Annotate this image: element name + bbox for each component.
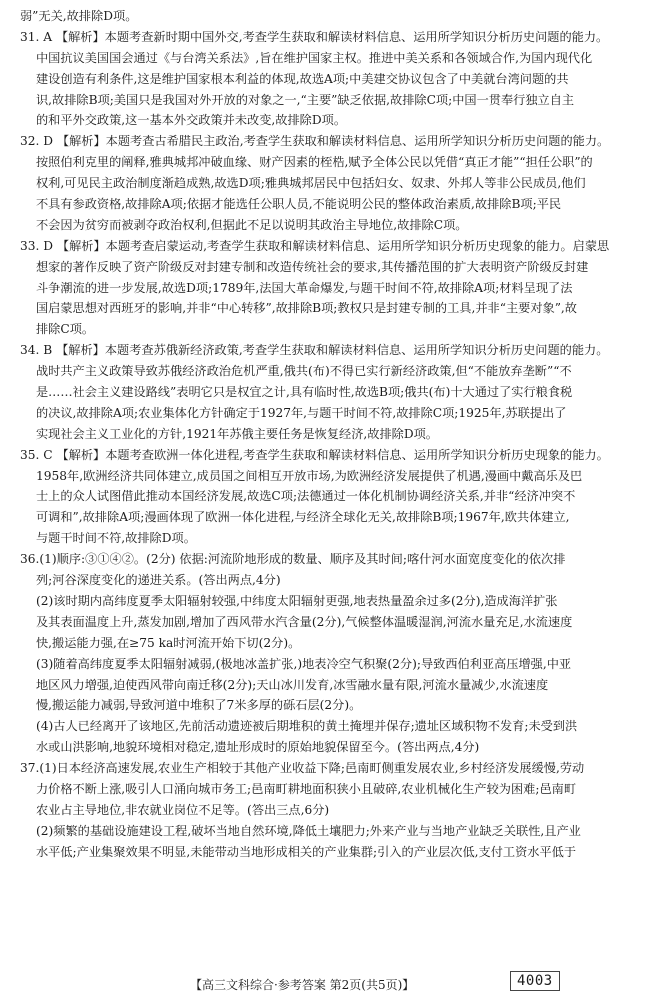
text-line: 是……社会主义建设路线”表明它只是权宜之计,具有临时性,故选B项;俄共(布)十大通过了实行粮食税 xyxy=(36,385,573,400)
text-line: 地区风力增强,迫使西风带向南迁移(2分);天山冰川发育,冰雪融水量有限,河流水量减少,水流速度 xyxy=(36,677,549,692)
text-line: 弱”无关,故排除D项。 xyxy=(20,9,138,23)
text-line: (4)古人已经离开了该地区,先前活动遗迹被后期堆积的黄土掩埋并保存;遗址区域积物不发育;未受到洪 xyxy=(36,719,578,734)
text-line: 水平低;产业集聚效果不明显,未能带动当地形成相关的产业集群;引入的产业层次低,支付工资水平低于 xyxy=(36,844,577,859)
text-line: 中国抗议美国国会通过《与台湾关系法》,旨在维护国家主权。推进中美关系和各领域合作,为国内现代化 xyxy=(36,50,593,65)
text-line: 识,故排除B项;美国只是我国对外开放的对象之一,“主要”缺乏依据,故排除C项;中国一贯奉行独立自主 xyxy=(36,92,575,107)
text-line: 力价格不断上涨,吸引人口涌向城市务工;邑南町耕地面积狭小且破碎,农业机械化生产较为困难;邑南町 xyxy=(36,781,577,796)
text-line: 战时共产主义政策导致苏俄经济政治危机严重,俄共(布)不得已实行新经济政策,但“不能放弃垄断”“不 xyxy=(36,364,572,379)
text-line: (2)该时期内高纬度夏季太阳辐射较强,中纬度太阳辐射更强,地表热量盈余过多(2分),造成海洋扩张 xyxy=(36,593,558,608)
text-line: 国启蒙思想对西班牙的影响,并非“中心转移”,故排除B项;教权只是封建专制的工具,并非“主要对象”,故 xyxy=(36,301,577,316)
text-line: 权利,可见民主政治制度渐趋成熟,故选D项;雅典城邦居民中包括妇女、奴隶、外邦人等非公民成员,他们 xyxy=(36,176,586,191)
text-line: 可调和”,故排除A项;漫画体现了欧洲一体化进程,与经济全球化无关,故排除B项;1967年,欧共体建立, xyxy=(36,510,570,525)
text-line: 37.(1)日本经济高速发展,农业生产相较于其他产业收益下降;邑南町侧重发展农业,乡村经济发展缓慢,劳动 xyxy=(20,761,585,776)
answer-page xyxy=(20,6,640,863)
text-line: 33. D 【解析】本题考查启蒙运动,考查学生获取和解读材料信息、运用所学知识分析历史现象的能力。启蒙思 xyxy=(20,238,610,253)
text-line: 排除C项。 xyxy=(36,322,95,337)
text-line: 按照伯利克里的阐释,雅典城邦冲破血缘、财产因素的桎梏,赋予全体公民以凭借“真正才能”“担任公职”的 xyxy=(36,155,593,170)
text-line: 实现社会主义工业化的方针,1921年苏俄主要任务是恢复经济,故排除D项。 xyxy=(36,426,438,441)
text-line: 水或山洪影响,地貌环境相对稳定,遗址形成时的原始地貌保留至今。(答出两点,4分) xyxy=(36,740,480,755)
text-line: (2)频繁的基础设施建设工程,破坏当地自然环境,降低土壤肥力;外来产业与当地产业缺乏关联性,且产业 xyxy=(36,823,581,838)
text-line: 快,搬运能力强,在≥75 ka时河流开始下切(2分)。 xyxy=(36,635,301,650)
footer-title: 【高三文科综合·参考答案 第2页(共5页)】 xyxy=(190,978,415,992)
text-line: 士上的众人试图借此推动本国经济发展,故选C项;法德通过一体化机制协调经济关系,并非“经济冲突不 xyxy=(36,489,576,504)
text-line: 建设创造有利条件,这是维护国家根本利益的体现,故选A项;中美建交协议包含了中美就台湾问题的共 xyxy=(36,71,569,86)
text-line: 列;河谷深度变化的递进关系。(答出两点,4分) xyxy=(36,573,281,588)
text-line: 农业占主导地位,非农就业岗位不足等。(答出三点,6分) xyxy=(36,802,330,817)
text-line: 想家的著作反映了资产阶级反对封建专制和改造传统社会的要求,其传播范围的扩大表明资产阶级反封建 xyxy=(36,259,589,274)
text-line: 36.(1)顺序:③①④②。(2分) 依据:河流阶地形成的数量、顺序及其时间;喀什河水面宽度变化的依次排 xyxy=(20,552,566,567)
text-line: 35. C 【解析】本题考查欧洲一体化进程,考查学生获取和解读材料信息、运用所学知识分析历史现象的能力。 xyxy=(20,447,609,462)
text-line: (3)随着高纬度夏季太阳辐射减弱,(极地冰盖扩张,)地表冷空气积聚(2分);导致西伯利亚高压增强,中亚 xyxy=(36,656,572,671)
text-line: 的决议,故排除A项;农业集体化方针确定于1927年,与题干时间不符,故排除C项;1925年,苏联提出了 xyxy=(36,405,567,420)
footer-code-box: 4003 xyxy=(510,971,560,991)
text-line: 的和平外交政策,这一基本外交政策并未改变,故排除D项。 xyxy=(36,113,347,128)
text-line: 32. D 【解析】本题考查古希腊民主政治,考查学生获取和解读材料信息、运用所学知识分析历史问题的能力。 xyxy=(20,134,610,149)
text-line: 不会因为贫穷而被剥夺政治权利,但据此不足以说明其政治主导地位,故排除C项。 xyxy=(36,217,468,232)
text-line: 斗争潮流的进一步发展,故选D项;1789年,法国大革命爆发,与题干时间不符,故排除A项;材料呈现了法 xyxy=(36,280,573,295)
text-line: 与题干时间不符,故排除D项。 xyxy=(36,531,196,546)
text-line: 34. B 【解析】本题考查苏俄新经济政策,考查学生获取和解读材料信息、运用所学知识分析历史问题的能力。 xyxy=(20,343,609,358)
text-line: 31. A 【解析】本题考查新时期中国外交,考查学生获取和解读材料信息、运用所学知识分析历史问题的能力。 xyxy=(20,29,609,44)
text-line: 慢,搬运能力减弱,导致河道中堆积了7米多厚的砾石层(2分)。 xyxy=(36,698,362,713)
text-line: 及其表面温度上升,蒸发加剧,增加了西风带水汽含量(2分),气候整体温暖湿润,河流水量充足,水流速度 xyxy=(36,614,573,629)
text-line: 不具有参政资格,故排除A项;依据才能选任公职人员,不能说明公民的整体政治素质,故排除B项;平民 xyxy=(36,197,562,212)
page-footer xyxy=(0,970,653,1000)
text-line: 1958年,欧洲经济共同体建立,成员国之间相互开放市场,为欧洲经济发展提供了机遇,漫画中戴高乐及巴 xyxy=(36,468,583,483)
